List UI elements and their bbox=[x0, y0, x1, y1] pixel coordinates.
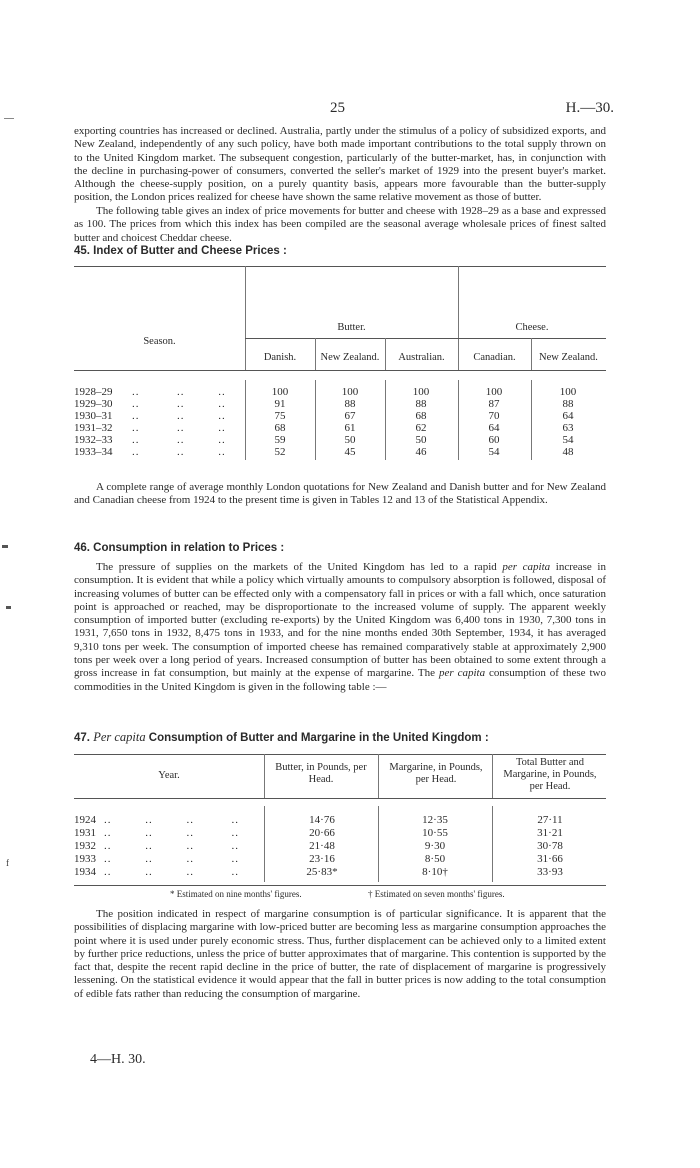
value-cell: 88 bbox=[415, 398, 427, 410]
butter-header: Butter. bbox=[337, 322, 366, 333]
footnote-nine-months: * Estimated on nine months' figures. bbox=[170, 889, 302, 899]
year-label: 1934 bbox=[74, 866, 96, 878]
section-46-paragraph: The pressure of supplies on the markets of the United Kingdom has led to a rapid per capita increase in consumption. It is evident that while a policy which virtually amounts to compulsory absorption is followed, disposal of increasing volumes of butter can be effected only with a compensatory fall in prices or with a fall which, once saturation point is approached or reached, may be disproportionate to the increased volume of supply. The apparent weekly consumption of imported butter (excluding re-exports) by the United Kingdom was 6,400 tons in 1930, 7,300 tons in 1931, 7,650 tons in 1932, 8,475 tons in 1933, and for the nine months ended 30th September, 1934, it has averaged 9,310 tons per week. The consumption of imported cheese has remained comparatively stable at approximately 2,900 tons per week over a long period of years. Increased consumption of butter has been obtained to some extent through a gross increase in fat consumption, but mainly at the expense of margarine. The per capita consumption of these two commodities in the United Kingdom is given in the following table :— bbox=[74, 561, 606, 693]
value-cell: 59 bbox=[274, 434, 286, 446]
value-cell: 9·30 bbox=[424, 840, 446, 852]
margin-tick bbox=[6, 606, 11, 609]
value-cell: 45 bbox=[344, 446, 356, 458]
margarine-column-header: Margarine, in Pounds, per Head. bbox=[389, 762, 483, 785]
table-divider bbox=[245, 380, 246, 460]
total-column-header: Total Butter and Margarine, in Pounds, per Head. bbox=[503, 757, 597, 792]
value-cell: 54 bbox=[488, 446, 500, 458]
value-cell: 67 bbox=[344, 410, 356, 422]
value-cell: 23·16 bbox=[309, 853, 335, 865]
column-header: Danish. bbox=[263, 352, 297, 363]
value-cell: 68 bbox=[415, 410, 427, 422]
section-47-title: 47. Per capita Consumption of Butter and Margarine in the United Kingdom : bbox=[74, 730, 489, 744]
page-number: 25 bbox=[330, 100, 345, 116]
season-label: 1929–30 bbox=[74, 398, 113, 410]
value-cell: 100 bbox=[412, 386, 430, 398]
column-header: Australian. bbox=[398, 352, 445, 363]
value-cell: 91 bbox=[274, 398, 286, 410]
value-cell: 8·10† bbox=[422, 866, 448, 878]
value-cell: 54 bbox=[562, 434, 574, 446]
value-cell: 88 bbox=[562, 398, 574, 410]
value-cell: 64 bbox=[562, 410, 574, 422]
leader-dots: .. .. .. .. bbox=[104, 866, 239, 878]
value-cell: 64 bbox=[488, 422, 500, 434]
season-label: 1930–31 bbox=[74, 410, 113, 422]
leader-dots: .. .. .. .. bbox=[104, 827, 239, 839]
value-cell: 31·66 bbox=[537, 853, 563, 865]
table-divider bbox=[264, 754, 265, 798]
value-cell: 100 bbox=[271, 386, 289, 398]
margin-tick bbox=[2, 545, 8, 548]
column-header: New Zealand. bbox=[539, 352, 598, 363]
value-cell: 75 bbox=[274, 410, 286, 422]
leader-dots: .. .. .. bbox=[132, 398, 226, 410]
value-cell: 63 bbox=[562, 422, 574, 434]
index-paragraph: The following table gives an index of price movements for butter and cheese with 1928–29 as a base and expressed as 100. The prices from which this index has been compiled are the seasonal average wholesale prices of finest salted butter and choicest Cheddar cheese. bbox=[74, 205, 606, 244]
value-cell: 50 bbox=[415, 434, 427, 446]
value-cell: 25·83* bbox=[306, 866, 338, 878]
table-divider bbox=[458, 380, 459, 460]
intro-paragraph: exporting countries has increased or declined. Australia, partly under the stimulus of a policy of subsidized exports, and New Zealand, independently of any such policy, have both made important contributions to the total supply thrown on to the United Kingdom market. The subsequent congestion, particularly of the butter-market, has, in conjunction with the decline in purchasing-power of consumers, converted the seller's market of 1929 into the present buyer's market. Although the cheese-supply position, on a purely quantity basis, appears more favourable than the butter-supply position, the London prices realized for cheese have shown the same relative movement as those of butter. bbox=[74, 125, 606, 204]
table-divider bbox=[264, 806, 265, 882]
value-cell: 14·76 bbox=[309, 814, 335, 826]
season-label: 1931–32 bbox=[74, 422, 113, 434]
leader-dots: .. .. .. bbox=[132, 386, 226, 398]
value-cell: 61 bbox=[344, 422, 356, 434]
value-cell: 100 bbox=[341, 386, 359, 398]
cheese-header: Cheese. bbox=[515, 322, 549, 333]
table-divider bbox=[315, 380, 316, 460]
value-cell: 12·35 bbox=[422, 814, 448, 826]
butter-column-header: Butter, in Pounds, per Head. bbox=[275, 762, 367, 785]
value-cell: 31·21 bbox=[537, 827, 563, 839]
table-divider bbox=[531, 380, 532, 460]
section-46-title: 46. Consumption in relation to Prices : bbox=[74, 542, 285, 554]
table-bottom-rule bbox=[74, 885, 606, 886]
value-cell: 100 bbox=[559, 386, 577, 398]
value-cell: 62 bbox=[415, 422, 427, 434]
season-label: 1928–29 bbox=[74, 386, 113, 398]
table-divider bbox=[378, 806, 379, 882]
leader-dots: .. .. .. .. bbox=[104, 814, 239, 826]
table-divider bbox=[492, 806, 493, 882]
column-header: Canadian. bbox=[473, 352, 516, 363]
value-cell: 46 bbox=[415, 446, 427, 458]
value-cell: 27·11 bbox=[537, 814, 563, 826]
year-header: Year. bbox=[158, 770, 180, 781]
value-cell: 33·93 bbox=[537, 866, 563, 878]
value-cell: 10·55 bbox=[422, 827, 448, 839]
section-45-title: 45. Index of Butter and Cheese Prices : bbox=[74, 245, 287, 257]
value-cell: 68 bbox=[274, 422, 286, 434]
season-header: Season. bbox=[143, 336, 176, 347]
table-divider bbox=[378, 754, 379, 798]
leader-dots: .. .. .. bbox=[132, 422, 226, 434]
value-cell: 100 bbox=[485, 386, 503, 398]
season-label: 1933–34 bbox=[74, 446, 113, 458]
section-45-note: A complete range of average monthly London quotations for New Zealand and Danish butter and for New Zealand and Canadian cheese from 1924 to the present time is given in Tables 12 and 13 of the Statistical Appendix. bbox=[74, 481, 606, 507]
year-label: 1931 bbox=[74, 827, 96, 839]
year-label: 1924 bbox=[74, 814, 96, 826]
leader-dots: .. .. .. bbox=[132, 434, 226, 446]
year-label: 1932 bbox=[74, 840, 96, 852]
value-cell: 60 bbox=[488, 434, 500, 446]
season-label: 1932–33 bbox=[74, 434, 113, 446]
margin-tick bbox=[4, 118, 14, 119]
table-divider bbox=[492, 754, 493, 798]
value-cell: 52 bbox=[274, 446, 286, 458]
header-bottom-rule bbox=[74, 798, 606, 799]
document-reference: H.—30. bbox=[565, 100, 614, 116]
leader-dots: .. .. .. bbox=[132, 410, 226, 422]
value-cell: 20·66 bbox=[309, 827, 335, 839]
leader-dots: .. .. .. .. bbox=[104, 840, 239, 852]
value-cell: 21·48 bbox=[309, 840, 335, 852]
year-label: 1933 bbox=[74, 853, 96, 865]
column-header: New Zealand. bbox=[320, 352, 380, 363]
header-bottom-rule bbox=[74, 370, 606, 371]
value-cell: 70 bbox=[488, 410, 500, 422]
table-top-rule bbox=[74, 266, 606, 267]
footer-signature: 4—H. 30. bbox=[90, 1052, 146, 1067]
margin-mark: f bbox=[6, 858, 9, 868]
table-top-rule bbox=[74, 754, 606, 755]
leader-dots: .. .. .. .. bbox=[104, 853, 239, 865]
value-cell: 8·50 bbox=[424, 853, 446, 865]
value-cell: 87 bbox=[488, 398, 500, 410]
leader-dots: .. .. .. bbox=[132, 446, 226, 458]
value-cell: 88 bbox=[344, 398, 356, 410]
footnote-seven-months: † Estimated on seven months' figures. bbox=[368, 889, 505, 899]
value-cell: 48 bbox=[562, 446, 574, 458]
value-cell: 50 bbox=[344, 434, 356, 446]
page-header bbox=[0, 100, 700, 120]
table-divider bbox=[385, 380, 386, 460]
closing-paragraph: The position indicated in respect of margarine consumption is of particular significance. It is apparent that the possibilities of displacing margarine with low-priced butter are becoming less as margarine consumption approaches the point where it is used under purely economic stress. Thus, further displacement can be achieved only to a limited extent by further price reductions, unless the price of butter approximates that of margarine. This contention is supported by the fact that, despite the recent rapid decline in the price of butter, the rate of displacement of margarine is progressively lessening. On the statistical evidence it would appear that the fall in butter prices is now adding to the total consumption of edible fats rather than reducing the consumption of margarine. bbox=[74, 908, 606, 1000]
group-header-rule bbox=[245, 338, 606, 339]
value-cell: 30·78 bbox=[537, 840, 563, 852]
